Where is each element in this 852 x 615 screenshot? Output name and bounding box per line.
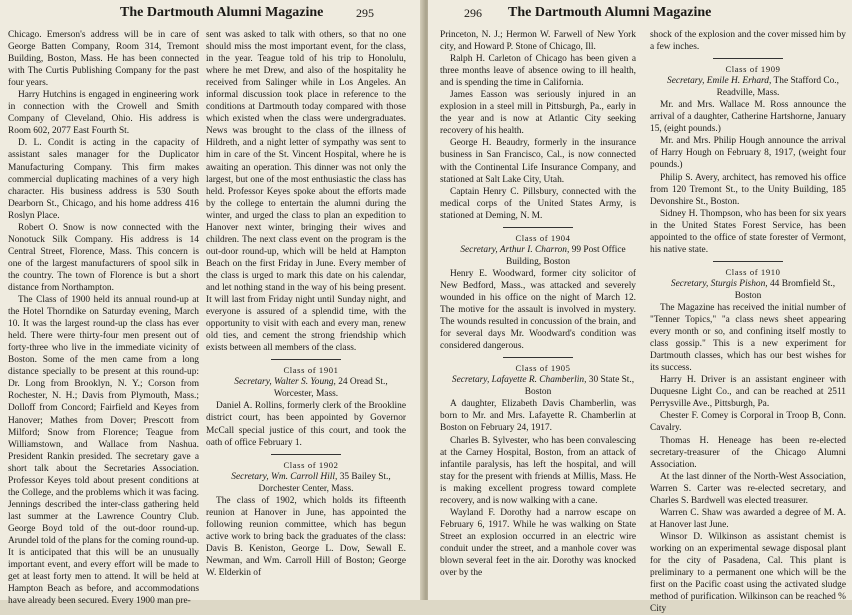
paragraph: Henry E. Woodward, former city solicitor of New Bedford, Mass., was attacked and severely wounded in his office on the night of March 12. The motive for the assault is involved in mystery. The wounds resulted in concussion of the brain, and for several days Mr. Woodward's condition was considered dangerous. (440, 268, 636, 352)
secretary-address: 24 Oread St., Worcester, Mass. (273, 377, 388, 400)
secretary-name: Secretary, Arthur I. Charron, (460, 244, 570, 255)
class-heading-1902: Class of 1902 (283, 459, 339, 470)
secretary-line-1901 (206, 376, 406, 400)
secretary-address: 44 Bromfield St., Boston (734, 278, 836, 301)
secretary-line-1902 (206, 471, 406, 495)
class-heading-1909: Class of 1909 (725, 64, 781, 75)
paragraph: Wayland F. Dorothy had a narrow escape on February 6, 1917. While he was walking on State Street an explosion occurred in an electric wire conduit under the street, and a manhole cover was blown several feet in the air. Dorothy was knocked over by the (440, 507, 636, 579)
page-number: 296 (464, 6, 482, 20)
paragraph: The Magazine has received the initial number of "Tenner Topics," "a class news sheet appearing every month or so, and confining itself mostly to class gossip." This is a new experiment for Dartmouth classes, which has our best wishes for its success. (650, 302, 846, 374)
paragraph: Harry H. Driver is an assistant engineer with Duquesne Light Co., and can be reached at 2511 Perrysville Ave., Pittsburgh, Pa. (650, 375, 846, 410)
section-divider (271, 454, 341, 455)
paragraph: A daughter, Elizabeth Davis Chamberlin, was born to Mr. and Mrs. Lafayette R. Chamberlin at Boston on February 24, 1917. (440, 399, 636, 434)
section-divider (503, 227, 573, 228)
paragraph: Thomas H. Heneage has been re-elected secretary-treasurer of the Chicago Alumni Association. (650, 435, 846, 470)
paragraph: Chicago. Emerson's address will be in care of George Batten Company, Room 314, Tremont Building, Boston, Mass. He has been connected with The Curtis Publishing Company for the past four years. (8, 30, 199, 89)
right-running-head (464, 5, 846, 25)
secretary-line-1905 (440, 374, 636, 398)
paragraph: D. L. Condit is acting in the capacity of assistant sales manager for the Duplicator Manufacturing Company. This firm makes commercial duplicating machines of a very high character. His business address is 530 South Dearborn St., Chicago, and his home address 416 Roslyn Place. (8, 138, 199, 221)
secretary-name: Secretary, Lafayette R. Chamberlin, (451, 375, 587, 386)
secretary-name: Secretary, Emile H. Erhard, (667, 76, 772, 87)
left-page (0, 0, 424, 607)
secretary-line-1910 (650, 278, 846, 302)
secretary-address: 99 Post Office Building, Boston (505, 244, 626, 267)
secretary-line-1909 (650, 75, 846, 99)
secretary-name: Secretary, Sturgis Pishon, (670, 278, 768, 289)
paragraph: Mr. and Mrs. Wallace M. Ross announce the arrival of a daughter, Catherine Hartshorne, January 15, (eight pounds.) (650, 100, 846, 135)
running-head-title: The Dartmouth Alumni Magazine (508, 5, 712, 20)
running-head-title: The Dartmouth Alumni Magazine (120, 5, 324, 20)
column-4 (650, 29, 846, 615)
paragraph: Robert O. Snow is now connected with the Nonotuck Silk Company. His address is 14 Central Street, Florence, Mass. This concern is one of the largest manufacturers of spool silk in the country. The town of Florence is but a short distance from Northampton. (8, 222, 199, 293)
left-running-head (120, 5, 418, 25)
paragraph: George H. Beaudry, formerly in the insurance business in San Francisco, Cal., is now connected with the Continental Life Insurance Company, and stationed at Salt Lake City, Utah. (440, 138, 636, 185)
secretary-name: Secretary, Wm. Carroll Hill, (231, 471, 338, 482)
paragraph: Daniel A. Rollins, formerly clerk of the Brookline district court, has been appointed by Governor McCall special justice of this court, and took the oath of office February 1. (206, 401, 406, 448)
column-3 (440, 29, 636, 579)
secretary-name: Secretary, Walter S. Young, (234, 377, 336, 388)
paragraph: Philip S. Avery, architect, has removed his office from 120 Tremont St., to the Unity Building, 185 Devonshire St., Boston. (650, 172, 846, 207)
right-page (428, 0, 852, 615)
paragraph: Ralph H. Carleton of Chicago has been given a three months leave of absence owing to ill health, and is spending the time in California. (440, 54, 636, 89)
class-heading-1905: Class of 1905 (515, 363, 571, 374)
secretary-address: 30 State St., Boston (524, 375, 635, 398)
secretary-address: 35 Bailey St., Dorchester Center, Mass. (258, 471, 391, 494)
paragraph: The Class of 1900 held its annual round-up at the Hotel Thorndike on Saturday evening, March 10. It was the largest round-up the class has ever held. There were thirty-four men present out of forty-three who live in the immediate vicinity of Boston. Some of the men came from a long distance specially to be present at this round-up: Dr. Long from Brooklyn, N. Y.; Corson from Rochester, N. H.; Davis from Plymouth, Mass.; Dolloff from Concord; Fairfield and Keyes from Hanover; Mathes from Dover; Prescott from Milford; Snow from Florence; Teague from Williamstown, and Wallace from Nashua. President Rankin presided. The secretary gave a short talk about the Secretaries Association. Professor Keyes told about present conditions at the College, and the problems which it was facing. Jennings described the inter-class gathering held last summer at the Lawrence Country Club. George Boyd told of the out-door round-up. Arundel told of the plans for the coming round-up. It is anticipated that this will be an unusually important event, and every effort will be made to get at least forty men to attend. It will be held at Hampton Beach as before, and accommodations have already been secured. Every 1900 man pre- (8, 295, 199, 607)
paragraph: Captain Henry C. Pillsbury, connected with the medical corps of the United States Army, is stationed at Deming, N. M. (440, 186, 636, 221)
paragraph: shock of the explosion and the cover missed him by a few inches. (650, 30, 846, 53)
section-divider (271, 359, 341, 360)
paragraph: Winsor D. Wilkinson as assistant chemist is working on an experimental sewage disposal plant for the city of Pasadena, Cal. This plant is preliminary to a permanent one which will be the first on the Pacific coast using the activated sludge method of purification. Wilkinson can be reached % City (650, 531, 846, 615)
column-1 (8, 29, 199, 607)
secretary-address: The Stafford Co., Readville, Mass. (716, 76, 839, 99)
section-divider (713, 261, 783, 262)
paragraph: Princeton, N. J.; Hermon W. Farwell of New York city, and Howard P. Stone of Chicago, Ill. (440, 30, 636, 53)
secretary-line-1904 (440, 244, 636, 268)
paragraph: At the last dinner of the North-West Association, Warren S. Carter was re-elected secretary, and Charles S. Bardwell was elected treasurer. (650, 471, 846, 506)
class-heading-1901: Class of 1901 (283, 365, 339, 376)
paragraph: The class of 1902, which holds its fifteenth reunion at Hanover in June, has appointed the following reunion committee, which has begun active work to bring back the graduates of the class: Davis B. Keniston, George L. Dow, Sewall E. Newman, and Wm. Carroll Hill of Boston; George W. Elderkin of (206, 495, 406, 579)
paragraph: Mr. and Mrs. Philip Hough announce the arrival of Harry Hough on February 8, 1917, (weight four pounds.) (650, 136, 846, 171)
section-divider (713, 58, 783, 59)
paragraph: James Easson was seriously injured in an explosion in a steel mill in Pittsburgh, Pa., early in the year and is now at Atlantic City seeking recovery of his health. (440, 90, 636, 137)
paragraph: Warren C. Shaw was awarded a degree of M. A. at Hanover last June. (650, 507, 846, 530)
section-divider (503, 357, 573, 358)
page-number: 295 (356, 6, 374, 20)
column-2 (206, 29, 406, 579)
class-heading-1910: Class of 1910 (725, 266, 781, 277)
paragraph: Chester F. Comey is Corporal in Troop B, Conn. Cavalry. (650, 411, 846, 434)
class-heading-1904: Class of 1904 (515, 232, 571, 243)
paragraph: sent was asked to talk with others, so that no one should miss the most important event, for the class, in the year. Teague told of his trip to Honolulu, where he met Drew, and also of the hospitality he received from Salinger while in Los Angeles. An informal discussion took place in reference to the conditions at Dartmouth today compared with those which existed when the class were undergraduates. News was brought to the class of the illness of Hildreth, and a night letter of sympathy was sent to him in care of the St. Vincent Hospital, where he is awaiting an operation. This dinner was not only the largest, but one of the most enthusiastic the class has held. Professor Keyes spoke about the efforts made by the college to entertain the alumni during the winter, and urged the class to plan an expedition to Hanover next winter, bringing their wives and children. The next class event on the program is the out-door round-up, which will be held at Hampton Beach on the first Friday in June. Every member of the class is urged to mark this date on his calendar, and let nothing stand in the way of his being present. It will last from Friday night until Sunday night, and everyone is assured of a splendid time, with the opportunity to visit with each and every man, renew old ties, and cement the strong friendship which exists between all members of the class. (206, 30, 406, 354)
paragraph: Charles B. Sylvester, who has been convalescing at the Carney Hospital, Boston, from an attack of infantile paralysis, has left the hospital, and will stay for the present with friends at Millis, Mass. He is making excellent progress toward complete recovery, and is now walking with a cane. (440, 435, 636, 506)
paragraph: Harry Hutchins is engaged in engineering work in connection with the Crowell and Smith Company of Cleveland, Ohio. His address is Room 602, 2077 East Fourth St. (8, 90, 199, 137)
paragraph: Sidney H. Thompson, who has been for six years in the United States Forest Service, has been appointed to the office of state forester of Vermont, his native state. (650, 208, 846, 255)
